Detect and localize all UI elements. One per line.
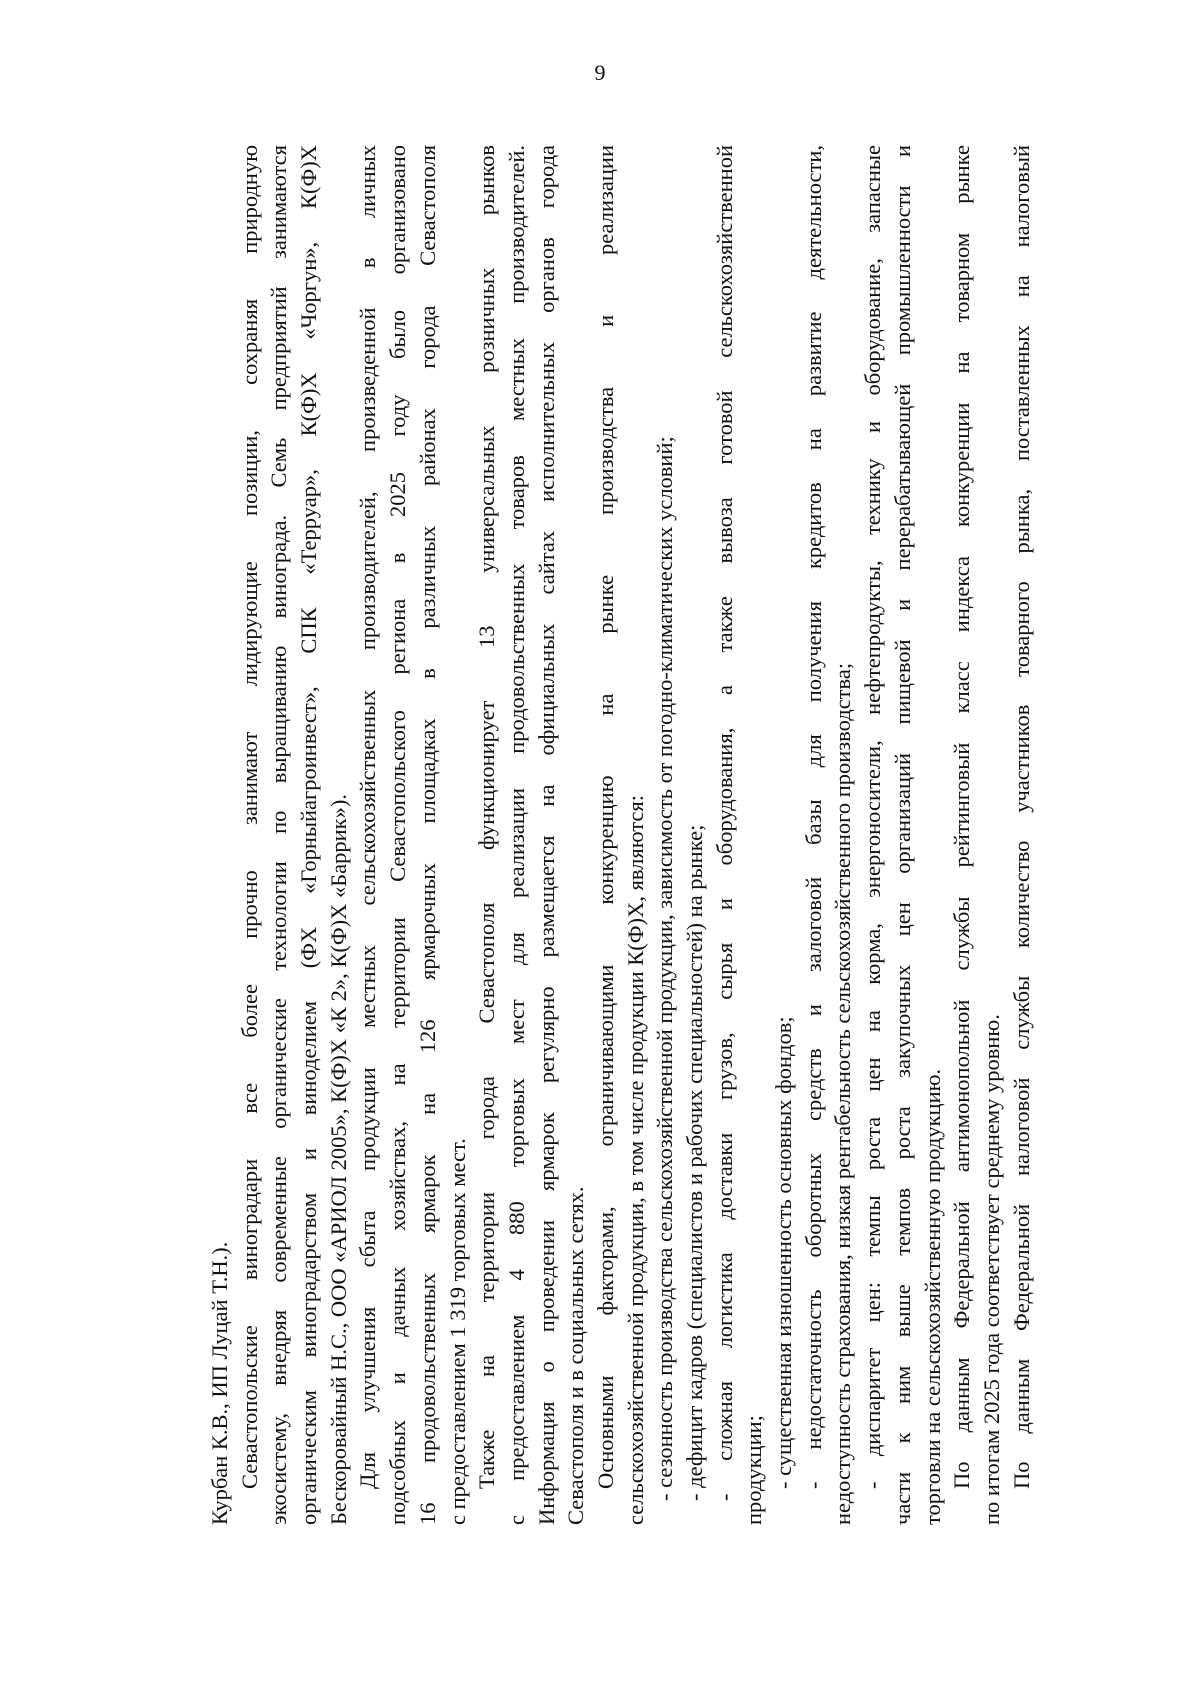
- text-line: недоступность страхования, низкая рентабельность сельскохозяйственного производства;: [830, 662, 856, 1525]
- text-line: органическим виноградарством и виноделием (ФХ «Горныйагроинвест», СПК «Терруар», К(Ф)Х «Чоргун», К(Ф)Х: [296, 145, 322, 1525]
- text-line: продукции;: [741, 1415, 767, 1525]
- text-line: Основными факторами, ограничивающими конкуренцию на рынке производства и реализации: [592, 145, 618, 1489]
- text-line: По данным Федеральной антимонопольной службы рейтинговый класс индекса конкуренции на товарном рынке: [949, 145, 975, 1489]
- text-line: - диспаритет цен: темпы роста цен на корма, энергоносители, нефтепродукты, технику и оборудование, запасные: [860, 145, 886, 1489]
- text-line: торговли на сельскохозяйственную продукцию.: [919, 1068, 945, 1525]
- text-line: Севастополя и в социальных сетях.: [563, 1186, 589, 1525]
- text-line: Бескоровайный Н.С., ООО «АРИОЛ 2005», К(Ф)Х «К 2», К(Ф)Х «Баррик»).: [325, 794, 351, 1525]
- text-line: - сложная логистика доставки грузов, сырья и оборудования, а также вывоза готовой сельскохозяйственной: [711, 145, 737, 1501]
- text-line: - недостаточность оборотных средств и залоговой базы для получения кредитов на развитие деятельности,: [800, 145, 826, 1489]
- text-line: - существенная изношенность основных фондов;: [771, 1016, 797, 1489]
- rotated-text-block: [205, 145, 1085, 1525]
- text-line: сельскохозяйственной продукции, в том числе продукции К(Ф)Х, являются:: [622, 795, 648, 1525]
- text-line: с предоставлением 4 880 торговых мест для реализации продовольственных товаров местных производителей.: [503, 145, 529, 1525]
- text-line: Для улучшения сбыта продукции местных сельскохозяйственных производителей, произведенной в личных: [355, 145, 381, 1489]
- text-line: Информация о проведении ярмарок регулярно размещается на официальных сайтах исполнительных органов города: [533, 145, 559, 1525]
- page-number: 9: [594, 60, 606, 85]
- text-line: - дефицит кадров (специалистов и рабочих специальностей) на рынке;: [682, 824, 707, 1501]
- text-line: подсобных и дачных хозяйствах, на территории Севастопольского региона в 2025 году было организовано: [385, 145, 411, 1525]
- text-line: Также на территории города Севастополя функционирует 13 универсальных розничных рынков: [474, 145, 500, 1489]
- text-line: по итогам 2025 года соответствует среднему уровню.: [978, 1014, 1004, 1525]
- text-line: части к ним выше темпов роста закупочных цен организаций пищевой и перерабатывающей промышленности и: [889, 145, 915, 1525]
- text-line: 16 продовольственных ярмарок на 126 ярмарочных площадках в различных районах города Севастополя: [414, 145, 440, 1525]
- text-line: Севастопольские виноградари все более прочно занимают лидирующие позиции, сохраняя природную: [236, 145, 262, 1489]
- text-line: По данным Федеральной налоговой службы количество участников товарного рынка, поставленных на налоговый: [1008, 145, 1034, 1489]
- text-line: экосистему, внедряя современные органические технологии по выращиванию винограда. Семь предприятий занимаются: [266, 145, 292, 1525]
- text-line: - сезонность производства сельскохозяйственной продукции, зависимость от погодно-климатических условий;: [652, 436, 678, 1501]
- text-line: с предоставлением 1 319 торговых мест.: [444, 1138, 470, 1525]
- text-line: Курбан К.В., ИП Луцай Т.Н.).: [207, 1241, 232, 1525]
